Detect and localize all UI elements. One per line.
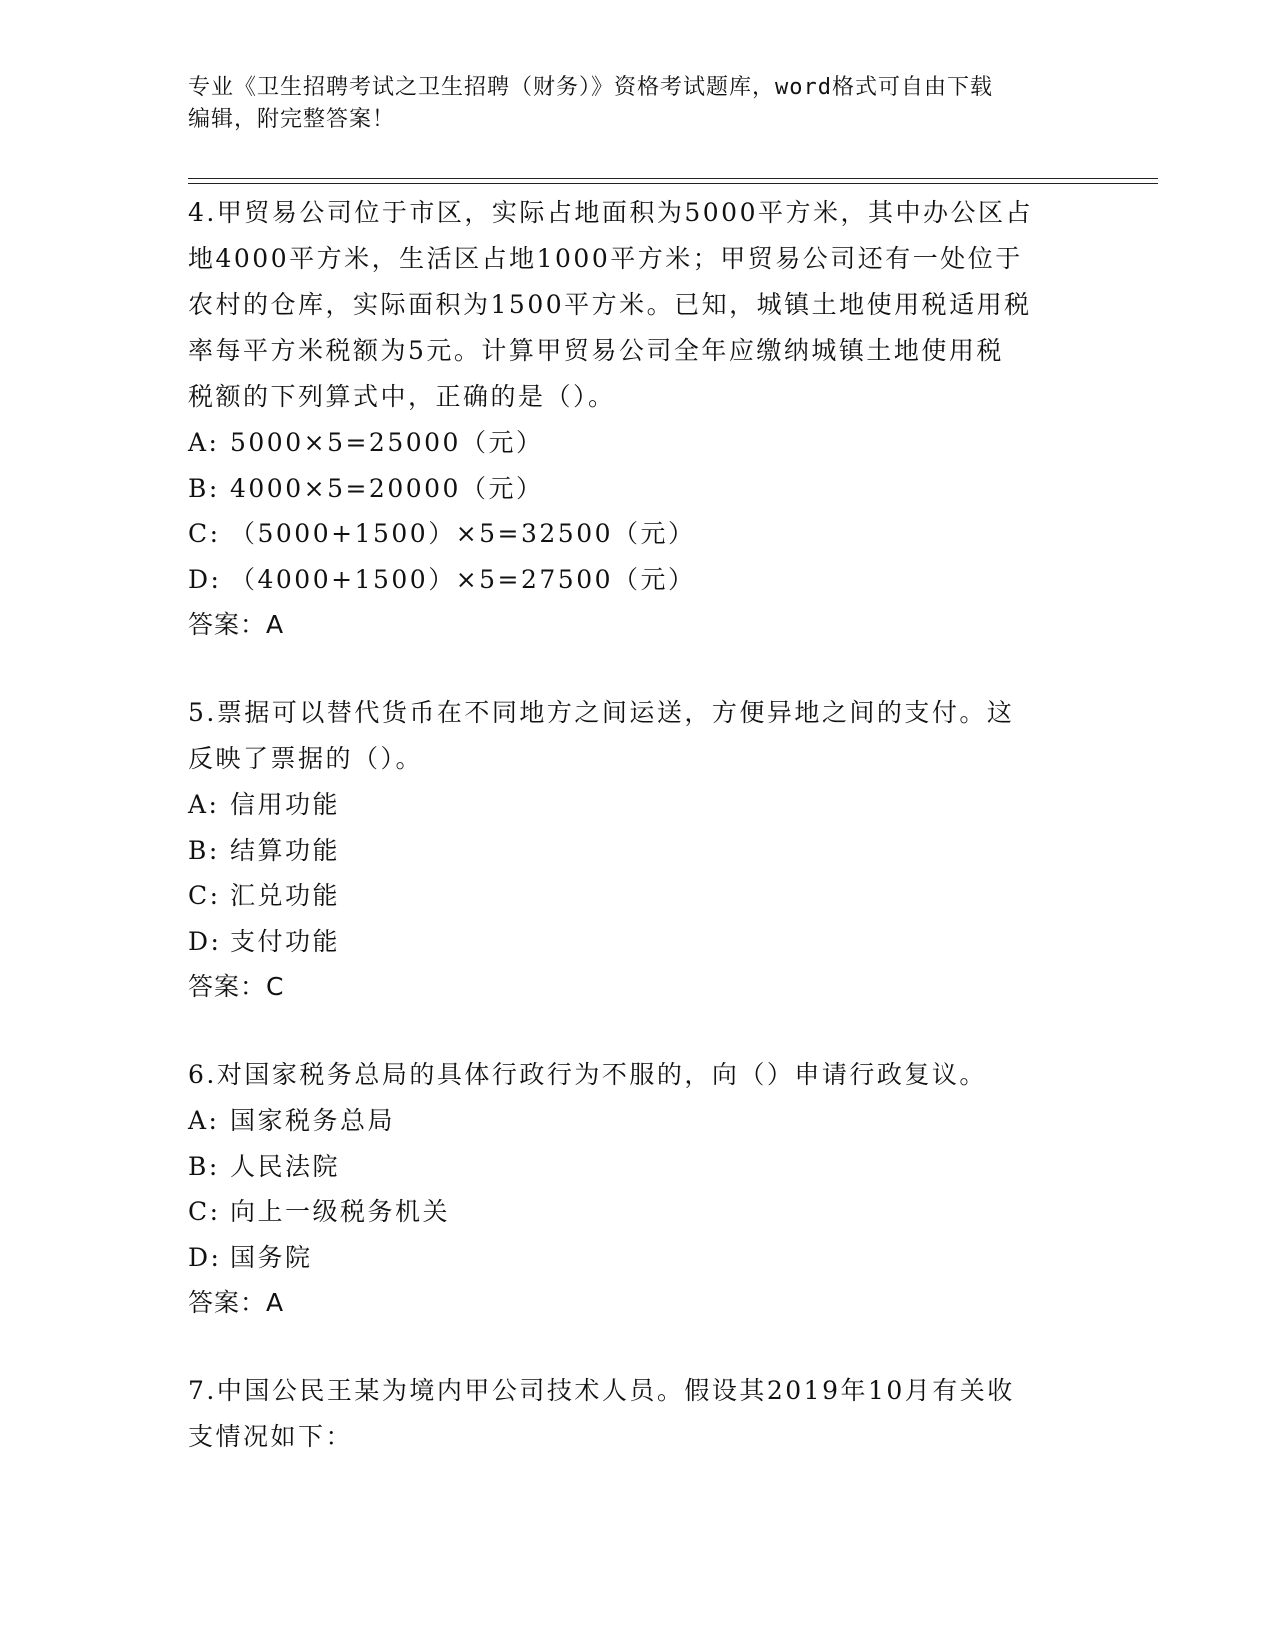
question-stem-line: 4.甲贸易公司位于市区，实际占地面积为5000平方米，其中办公区占 bbox=[188, 198, 1033, 227]
answer-option bbox=[188, 873, 1088, 919]
option-text: 4000×5=20000（元） bbox=[230, 473, 544, 503]
answer-option bbox=[188, 828, 1088, 874]
answer-option bbox=[188, 1235, 1088, 1281]
option-key: B: bbox=[188, 473, 220, 503]
question-stem-line: 7.中国公民王某为境内甲公司技术人员。假设其2019年10月有关收 bbox=[188, 1376, 1015, 1405]
option-key: D: bbox=[188, 1242, 222, 1272]
answer-line: 答案：A bbox=[188, 1288, 285, 1317]
option-text: 国务院 bbox=[230, 1242, 313, 1272]
question-stem-line: 率每平方米税额为5元。计算甲贸易公司全年应缴纳城镇土地使用税 bbox=[188, 336, 1004, 365]
answer-option bbox=[188, 782, 1088, 828]
option-text: 5000×5=25000（元） bbox=[230, 428, 544, 457]
header-line: 编辑，附完整答案！ bbox=[188, 107, 396, 132]
option-key: A: bbox=[188, 1106, 220, 1135]
answer-option bbox=[188, 1098, 1088, 1144]
answer-option bbox=[188, 1144, 1088, 1190]
question-stem-line: 税额的下列算式中，正确的是（）。 bbox=[188, 382, 616, 411]
option-key: C: bbox=[188, 1197, 221, 1226]
question-item bbox=[188, 190, 1088, 648]
question-spacer bbox=[188, 648, 1088, 690]
question-stem-line: 5.票据可以替代货币在不同地方之间运送，方便异地之间的支付。这 bbox=[188, 698, 1015, 727]
question-item bbox=[188, 1052, 1088, 1326]
question-stem-line: 农村的仓库，实际面积为1500平方米。已知，城镇土地使用税适用税 bbox=[188, 290, 1032, 319]
answer-option bbox=[188, 557, 1088, 603]
question-spacer bbox=[188, 1010, 1088, 1052]
header-line: 专业《卫生招聘考试之卫生招聘（财务）》资格考试题库，word格式可自由下载 bbox=[188, 75, 993, 100]
option-key: B: bbox=[188, 1151, 220, 1181]
option-text: 结算功能 bbox=[230, 835, 341, 865]
answer-line: 答案：C bbox=[188, 972, 285, 1001]
question-stem-line: 地4000平方米，生活区占地1000平方米；甲贸易公司还有一处位于 bbox=[188, 244, 1023, 273]
option-text: （4000+1500）×5=27500（元） bbox=[230, 564, 696, 594]
option-text: 向上一级税务机关 bbox=[230, 1197, 451, 1226]
answer-option bbox=[188, 420, 1088, 466]
option-text: （5000+1500）×5=32500（元） bbox=[230, 519, 696, 548]
option-text: 国家税务总局 bbox=[230, 1106, 396, 1135]
question-item bbox=[188, 1368, 1088, 1460]
answer-option bbox=[188, 919, 1088, 965]
option-key: D: bbox=[188, 926, 222, 956]
question-stem-line: 支情况如下： bbox=[188, 1422, 354, 1451]
answer-option bbox=[188, 511, 1088, 557]
option-key: A: bbox=[188, 428, 220, 457]
option-key: C: bbox=[188, 519, 221, 548]
option-key: C: bbox=[188, 881, 221, 910]
option-text: 汇兑功能 bbox=[230, 881, 341, 910]
option-text: 人民法院 bbox=[230, 1151, 341, 1181]
question-list bbox=[188, 190, 1088, 1460]
question-spacer bbox=[188, 1326, 1088, 1368]
option-text: 信用功能 bbox=[230, 790, 341, 819]
header-divider bbox=[188, 178, 1158, 184]
option-key: A: bbox=[188, 790, 220, 819]
document-header bbox=[188, 72, 1078, 136]
option-key: D: bbox=[188, 564, 222, 594]
option-text: 支付功能 bbox=[230, 926, 341, 956]
answer-option bbox=[188, 466, 1088, 512]
answer-option bbox=[188, 1189, 1088, 1235]
option-key: B: bbox=[188, 835, 220, 865]
answer-line: 答案：A bbox=[188, 610, 285, 639]
question-stem-line: 反映了票据的（）。 bbox=[188, 744, 424, 773]
question-stem-line: 6.对国家税务总局的具体行政行为不服的，向（）申请行政复议。 bbox=[188, 1060, 987, 1089]
question-item bbox=[188, 690, 1088, 1010]
